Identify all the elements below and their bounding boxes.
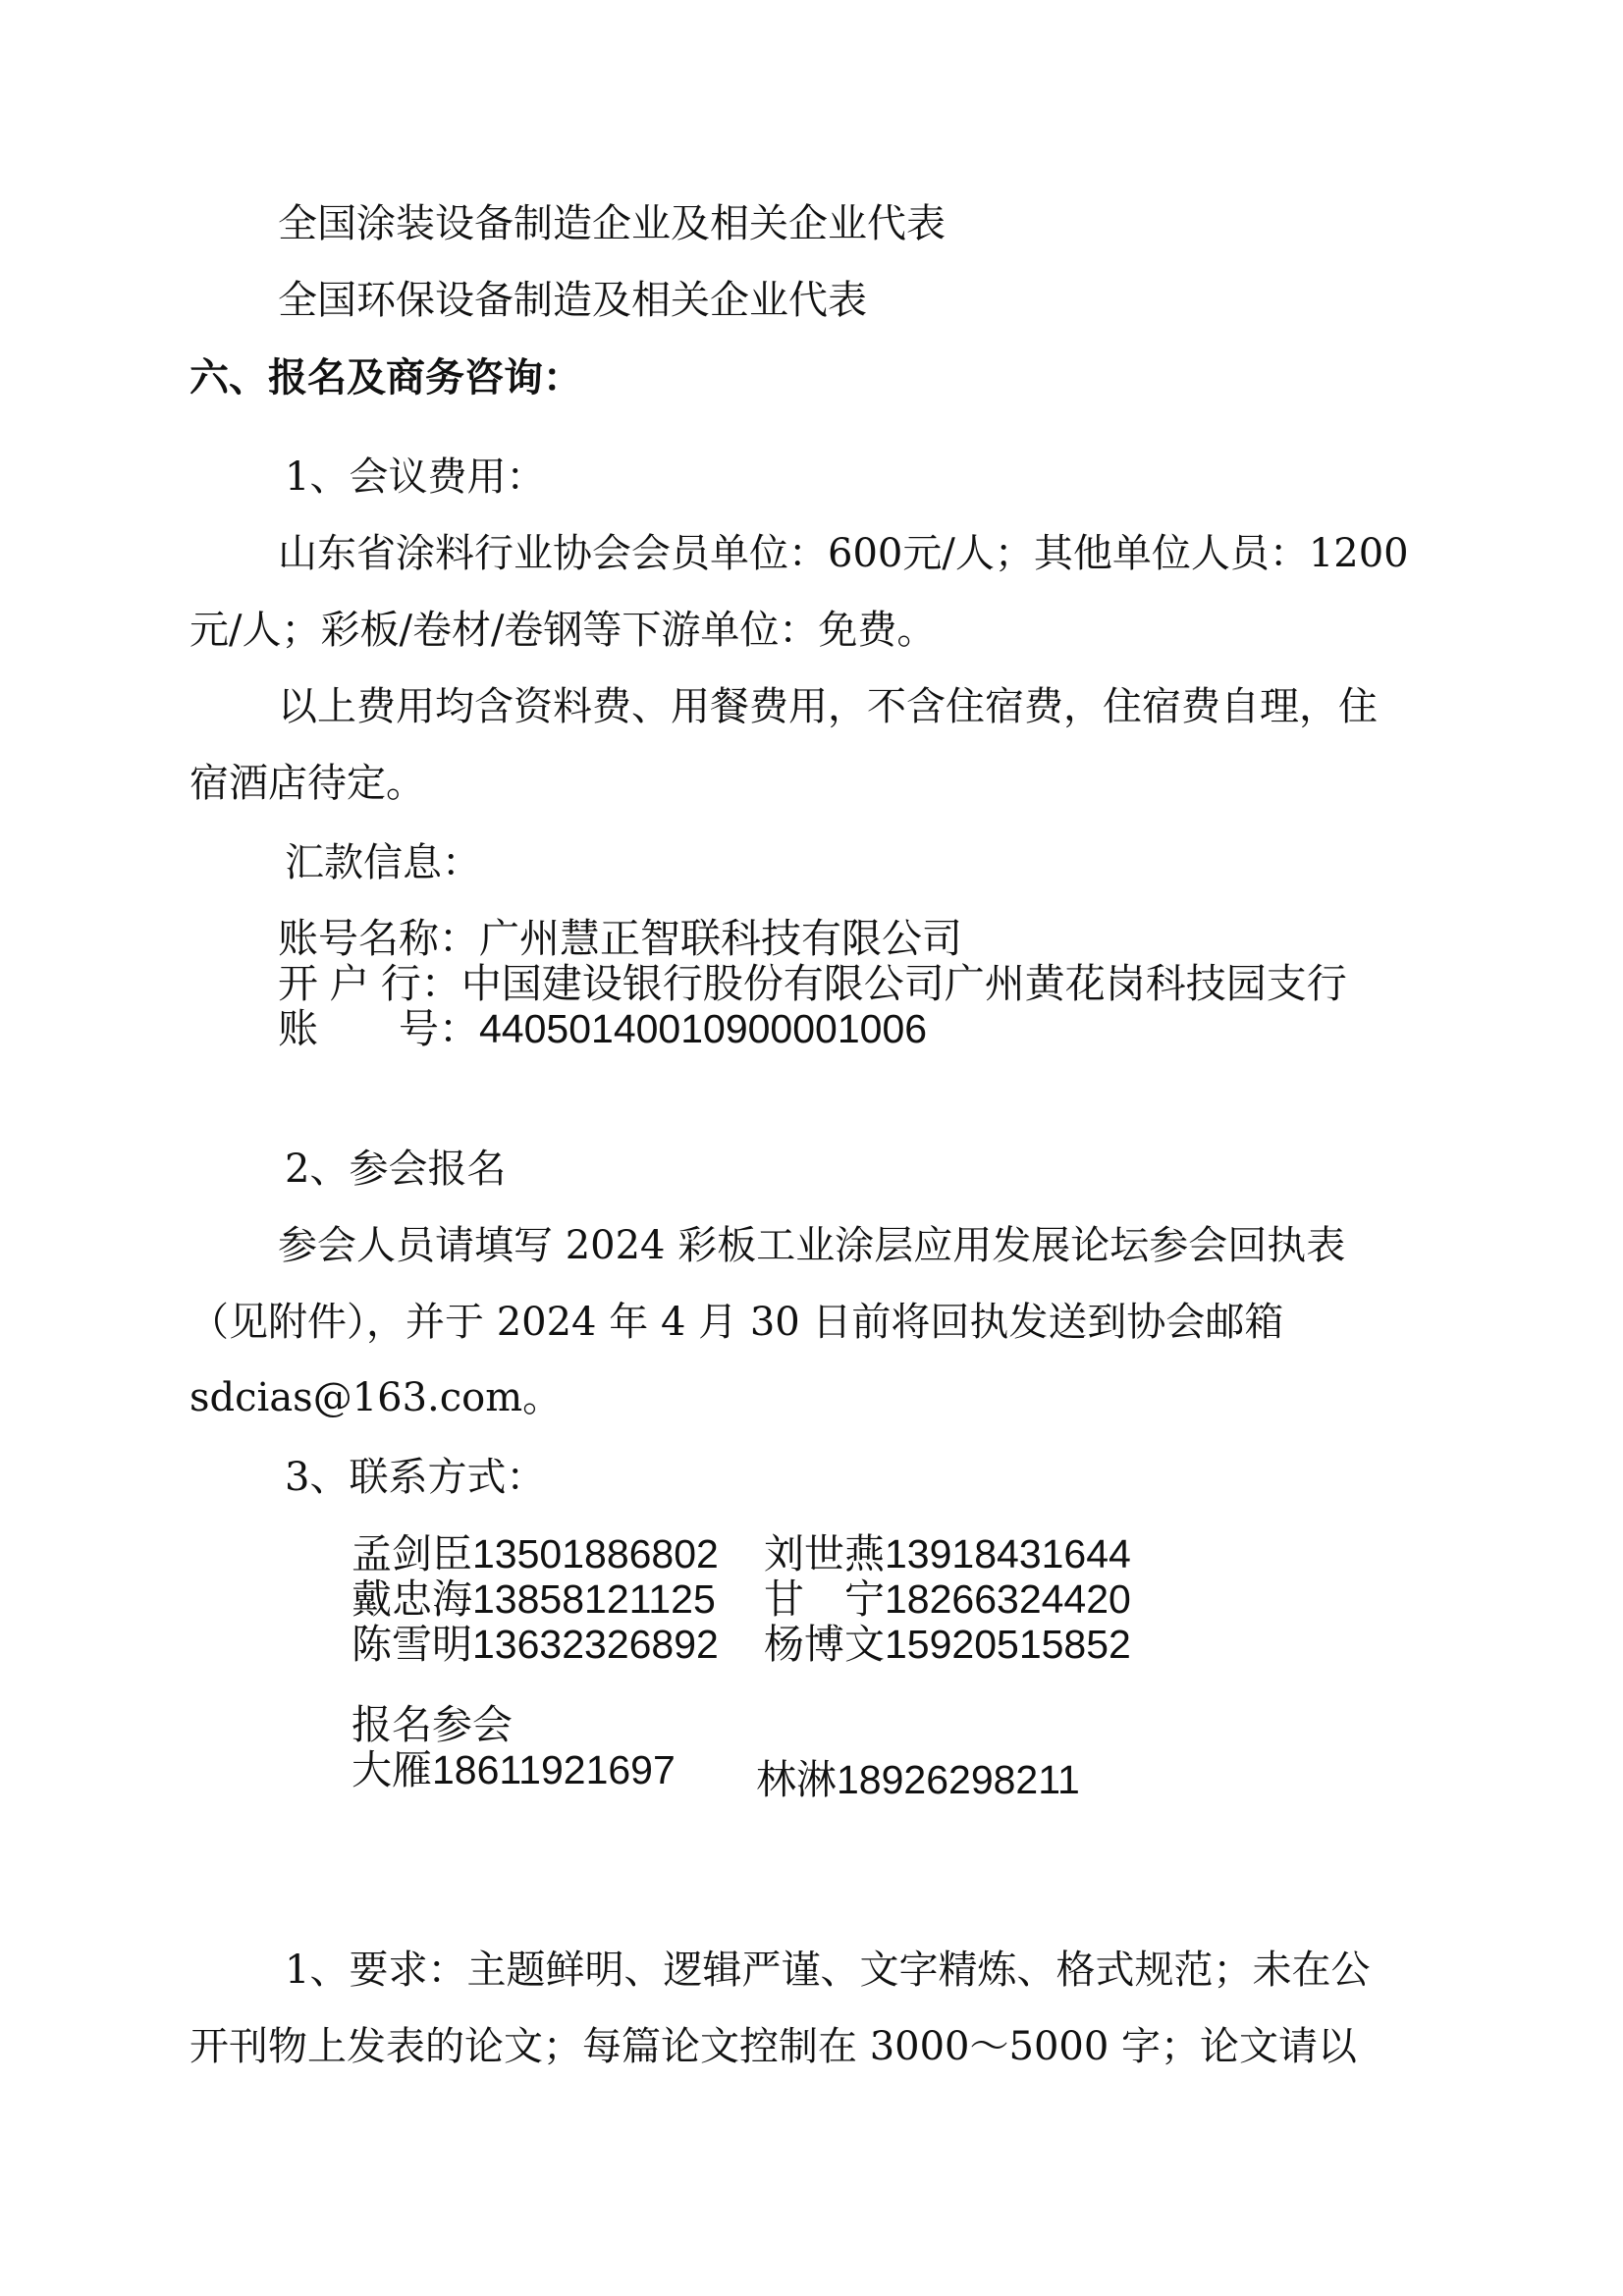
contact-left-3: 陈雪明13632326892 <box>352 1622 719 1667</box>
requirements-line-1: 1、要求：主题鲜明、逻辑严谨、文字精炼、格式规范；未在公 <box>285 1948 1371 1993</box>
fees-line-2: 元/人；彩板/卷材/卷钢等下游单位：免费。 <box>189 608 937 653</box>
registration-line-1: 参会人员请填写 2024 彩板工业涂层应用发展论坛参会回执表 <box>278 1223 1346 1268</box>
section-heading: 六、报名及商务咨询： <box>189 355 582 400</box>
fees-heading: 1、会议费用： <box>285 454 546 500</box>
requirements-line-2: 开刊物上发表的论文；每篇论文控制在 3000～5000 字；论文请以 <box>189 2024 1358 2069</box>
attendee-line-2: 全国环保设备制造及相关企业代表 <box>278 278 867 323</box>
account-name-label: 账号名称： <box>278 916 479 961</box>
signup-label: 报名参会 <box>352 1702 513 1747</box>
account-number-label: 账 号： <box>278 1006 479 1051</box>
account-number-row <box>278 1006 928 1051</box>
contact-right-2: 甘 宁18266324420 <box>764 1576 1131 1622</box>
fees-note-line-2: 宿酒店待定。 <box>189 761 425 806</box>
bank-row <box>278 961 1347 1006</box>
fees-note-line-1: 以上费用均含资料费、用餐费用，不含住宿费，住宿费自理，住 <box>278 684 1378 729</box>
contact-right-1: 刘世燕13918431644 <box>764 1531 1131 1576</box>
bank-label: 开 户 行： <box>278 961 461 1006</box>
registration-line-2: （见附件），并于 2024 年 4 月 30 日前将回执发送到协会邮箱 <box>189 1300 1284 1345</box>
account-name-value: 广州慧正智联科技有限公司 <box>479 916 962 961</box>
contact-left-2: 戴忠海13858121125 <box>352 1576 716 1622</box>
registration-email: sdcias@163.com。 <box>189 1375 563 1420</box>
account-name-row <box>278 916 962 961</box>
contact-right-3: 杨博文15920515852 <box>764 1622 1131 1667</box>
contact-heading: 3、联系方式： <box>285 1455 546 1500</box>
remittance-heading: 汇款信息： <box>285 840 481 885</box>
attendee-line-1: 全国涂装设备制造企业及相关企业代表 <box>278 201 946 246</box>
signup-contact-1: 大雁18611921697 <box>352 1747 676 1792</box>
bank-value: 中国建设银行股份有限公司广州黄花岗科技园支行 <box>460 961 1347 1006</box>
fees-line-1: 山东省涂料行业协会会员单位：600元/人；其他单位人员：1200 <box>278 531 1409 576</box>
contact-left-1: 孟剑臣13501886802 <box>352 1531 719 1576</box>
account-number-value: 44050140010900001006 <box>479 1006 928 1051</box>
registration-heading: 2、参会报名 <box>285 1147 507 1192</box>
signup-contact-2: 林淋18926298211 <box>756 1757 1080 1802</box>
